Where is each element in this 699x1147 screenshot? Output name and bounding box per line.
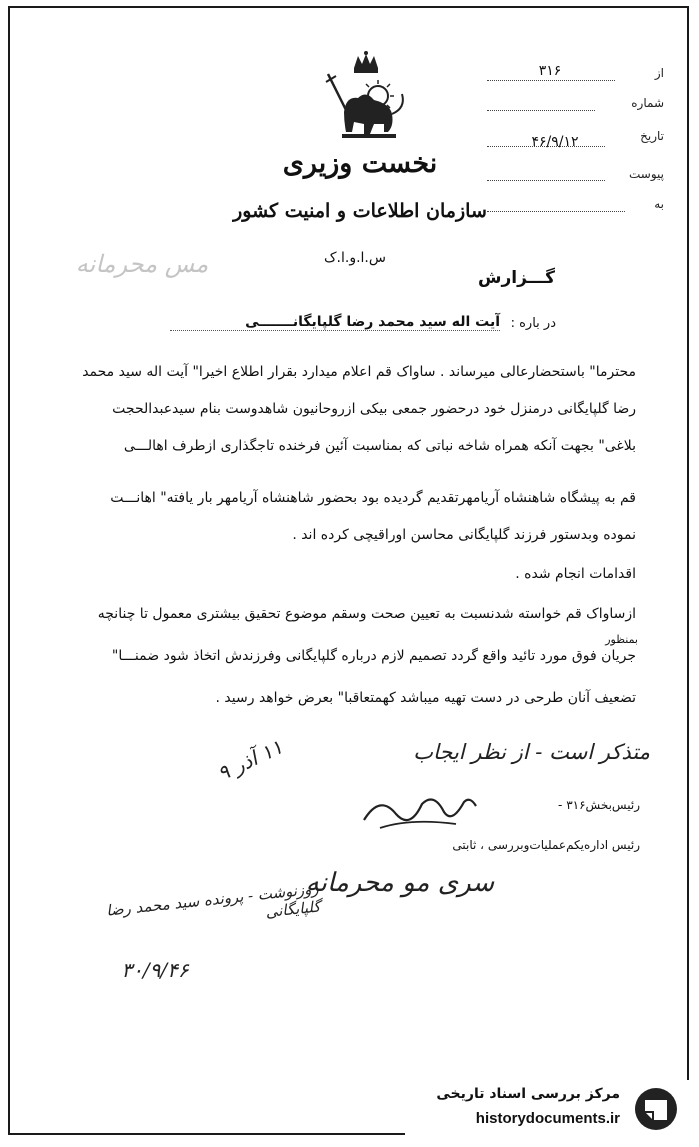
organization-title: سازمان اطلاعات و امنیت کشور bbox=[233, 200, 487, 222]
field-label-number: شماره bbox=[631, 96, 664, 110]
field-label-from: از bbox=[654, 66, 664, 80]
body-line-4: قم به پیشگاه شاهنشاه آریامهرتقدیم گردیده بود بحضور شاهنشاه آریامهر بار یافته" اهانـــت bbox=[110, 490, 636, 506]
field-line-attachment bbox=[487, 180, 605, 181]
signature-department-head: رئیس اداره‌یکم‌عملیات‌وبررسی ، ثابتی bbox=[452, 838, 640, 852]
handwritten-confidential-note: سری مو محرمانه bbox=[305, 868, 495, 898]
signature-section-head: رئیس‌بخش۳۱۶ - bbox=[558, 798, 640, 812]
body-line-1: محترما" باستحضارعالی میرساند . ساواک قم اعلام میدارد بقرار اطلاع اخیرا" آیت اله سید محمد bbox=[82, 364, 636, 380]
footer-watermark bbox=[405, 1080, 690, 1138]
report-title: گـــزارش bbox=[478, 268, 555, 288]
margin-stamp-note: مس محرمانه bbox=[75, 250, 209, 278]
subject-value: آیت اله سید محمد رضا گلپایگانـــــــی bbox=[170, 314, 500, 331]
field-label-to: به bbox=[654, 197, 664, 211]
field-value-date: ۴۶/۹/۱۲ bbox=[531, 134, 579, 150]
field-line-number bbox=[487, 110, 595, 111]
field-value-from: ۳۱۶ bbox=[538, 63, 562, 79]
body-line-9: تضعیف آنان طرحی در دست تهیه میباشد کهمتعاقبا" بعرض خواهد رسید . bbox=[215, 690, 636, 706]
subject-label: در باره : bbox=[510, 316, 556, 331]
field-line-from bbox=[487, 80, 615, 81]
field-line-to bbox=[487, 211, 625, 212]
organization-code: س.ا.و.ا.ک bbox=[324, 250, 386, 266]
body-line-2: رضا گلپایگانی درمنزل خود درحضور جمعی بیکی ازروحانیون شاهدوست بنام سیدعبدالحجت bbox=[112, 401, 636, 417]
handwritten-date-left: ۱۱ آذر ۹ bbox=[213, 734, 287, 786]
field-label-attachment: پیوست bbox=[629, 167, 664, 181]
body-line-8: جریان فوق مورد تائید واقع گردد تصمیم لازم درباره گلپایگانی وفرزندش اتخاذ شود ضمنـــا" bbox=[111, 648, 636, 664]
field-label-date: تاریخ bbox=[640, 129, 664, 143]
handwritten-bottom-date: ۳۰/۹/۴۶ bbox=[121, 958, 189, 982]
lion-and-sun-emblem-icon bbox=[318, 50, 414, 150]
body-line-7: ازساواک قم خواسته شدنسبت به تعیین صحت وسقم موضوع تحقیق بیشتری معمول تا چنانچه bbox=[97, 606, 636, 622]
insertion-note: بمنظور bbox=[605, 633, 638, 646]
archive-logo-icon bbox=[633, 1086, 679, 1132]
body-line-6: اقدامات انجام شده . bbox=[515, 566, 636, 582]
footer-website: historydocuments.ir bbox=[475, 1110, 620, 1127]
handwritten-annotation-top: متذکر است - از نظر ایجاب bbox=[413, 740, 650, 764]
body-line-5: نموده وبدستور فرزند گلپایگانی محاسن اوراقیچی کرده اند . bbox=[292, 527, 636, 543]
handwritten-signature-icon bbox=[360, 790, 480, 836]
body-line-3: بلاغی" بجهت آنکه همراه شاخه نباتی که بمناسبت آئین فرخنده تاجگذاری ازطرف اهالـــی bbox=[123, 438, 636, 454]
ministry-title: نخست وزیری bbox=[282, 148, 438, 179]
footer-center-name: مرکز بررسی اسناد تاریخی bbox=[436, 1086, 620, 1102]
handwritten-bottom-note: روزنوشت - پرونده سید محمد رضا گلپایگانی bbox=[105, 879, 322, 922]
